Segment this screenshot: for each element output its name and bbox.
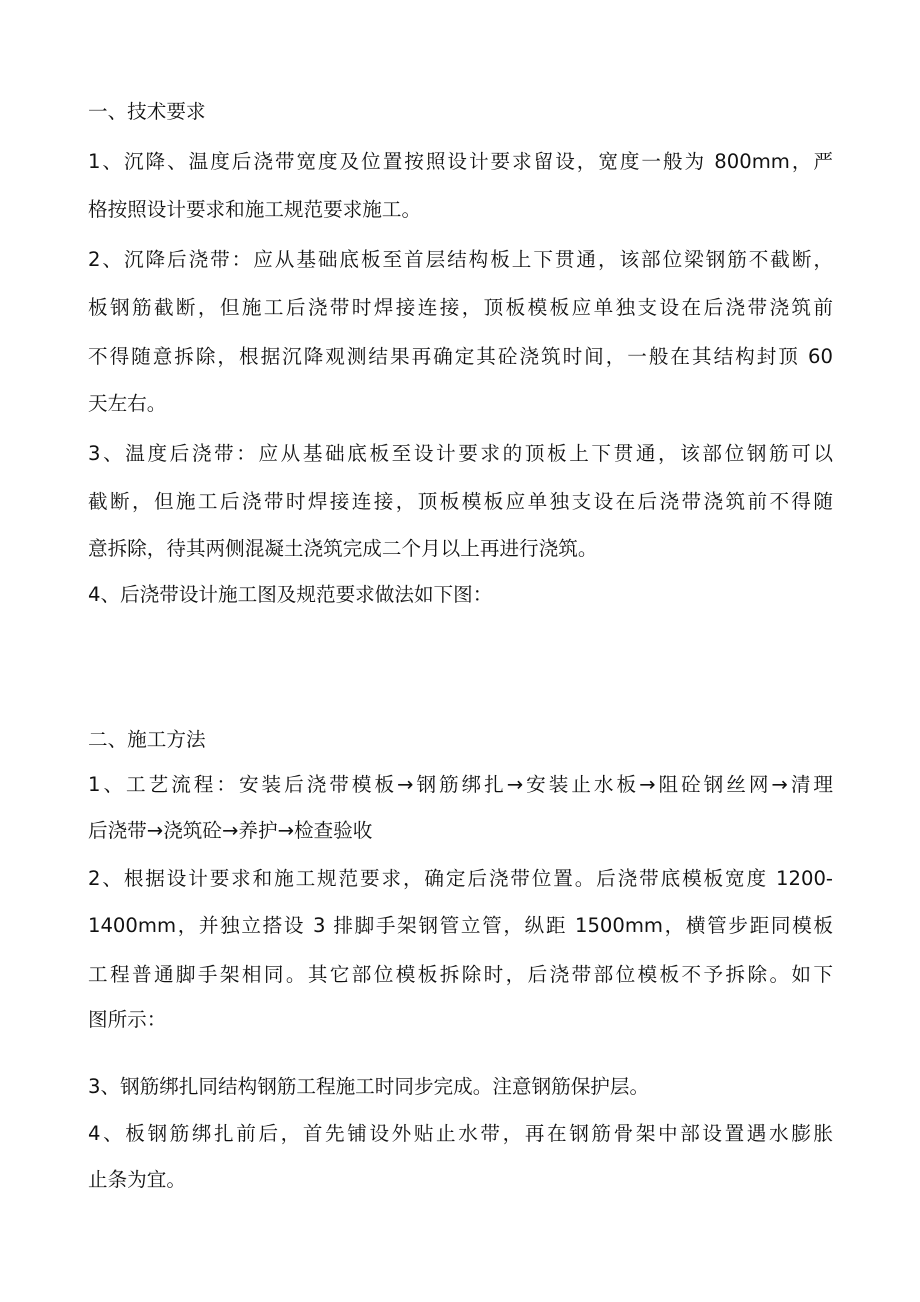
paragraph-line: 3、钢筋绑扎同结构钢筋工程施工时同步完成。注意钢筋保护层。	[88, 1075, 650, 1098]
paragraph-line: 3、温度后浇带：应从基础底板至设计要求的顶板上下贯通，该部位钢筋可以	[88, 442, 833, 465]
paragraph-line: 4、板钢筋绑扎前后，首先铺设外贴止水带，再在钢筋骨架中部设置遇水膨胀	[88, 1122, 833, 1145]
paragraph-line: 截断，但施工后浇带时焊接连接，顶板模板应单独支设在后浇带浇筑前不得随	[88, 490, 833, 513]
paragraph-line: 天左右。	[88, 392, 167, 415]
section-heading-technical-requirements: 一、技术要求	[88, 100, 206, 123]
paragraph-line: 板钢筋截断，但施工后浇带时焊接连接，顶板模板应单独支设在后浇带浇筑前	[88, 296, 833, 319]
paragraph-line: 2、根据设计要求和施工规范要求，确定后浇带位置。后浇带底模板宽度 1200-	[88, 867, 833, 890]
paragraph-line: 工程普通脚手架相同。其它部位模板拆除时，后浇带部位模板不予拆除。如下	[88, 963, 833, 986]
paragraph-line: 1400mm，并独立搭设 3 排脚手架钢管立管，纵距 1500mm，横管步距同模板	[88, 914, 833, 937]
paragraph-line: 止条为宜。	[88, 1168, 186, 1191]
paragraph-line: 4、后浇带设计施工图及规范要求做法如下图：	[88, 583, 493, 606]
paragraph-line: 不得随意拆除，根据沉降观测结果再确定其砼浇筑时间，一般在其结构封顶 60	[88, 345, 833, 368]
paragraph-line: 1、工艺流程：安装后浇带模板→钢筋绑扎→安装止水板→阻砼钢丝网→清理	[88, 773, 833, 796]
paragraph-line: 2、沉降后浇带：应从基础底板至首层结构板上下贯通，该部位梁钢筋不截断，	[88, 248, 833, 271]
document-page	[88, 0, 833, 1302]
paragraph-line: 意拆除，待其两侧混凝土浇筑完成二个月以上再进行浇筑。	[88, 537, 598, 560]
section-heading-construction-method: 二、施工方法	[88, 728, 206, 751]
paragraph-line: 格按照设计要求和施工规范要求施工。	[88, 198, 422, 221]
paragraph-line: 后浇带→浇筑砼→养护→检查验收	[88, 819, 373, 842]
paragraph-line: 1、沉降、温度后浇带宽度及位置按照设计要求留设，宽度一般为 800mm，严	[88, 150, 833, 173]
paragraph-line: 图所示：	[88, 1008, 167, 1031]
